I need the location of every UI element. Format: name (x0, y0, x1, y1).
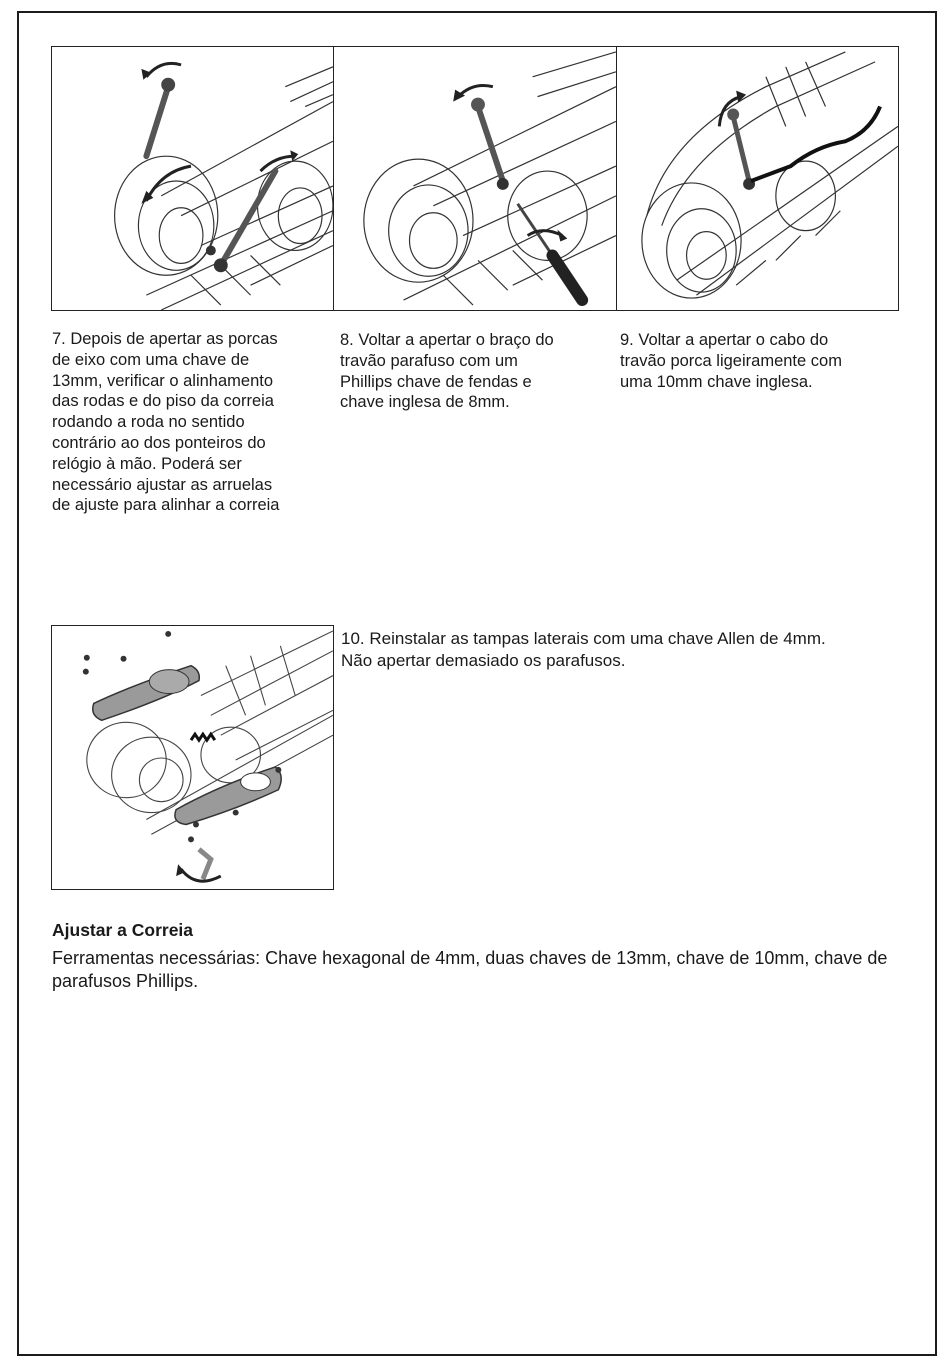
step-9-caption (620, 330, 900, 392)
section-heading: Ajustar a Correia (52, 920, 194, 940)
step-10-caption (341, 628, 911, 672)
allen-key-icon (199, 849, 211, 879)
caption-line: 10. Reinstalar as tampas laterais com uma chave Allen de 4mm. (341, 629, 826, 648)
caption-line: rodando a roda no sentido (52, 413, 245, 432)
caption-line: chave inglesa de 8mm. (340, 393, 510, 412)
caption-line: travão parafuso com um (340, 351, 518, 370)
spring-icon (191, 734, 215, 740)
caption-line: 7. Depois de apertar as porcas (52, 330, 278, 348)
two-wrenches-illustration (52, 47, 333, 310)
caption-line: 9. Voltar a apertar o cabo do (620, 331, 829, 349)
caption-line: 13mm, verificar o alinhamento (52, 371, 274, 390)
caption-line: Não apertar demasiado os parafusos. (341, 651, 626, 670)
caption-line: de ajuste para alinhar a correia (52, 496, 280, 515)
step-8-caption (340, 330, 610, 413)
tools-required-text: Ferramentas necessárias: Chave hexagonal de 4mm, duas chaves de 13mm, chave de 10mm, chave de parafusos Phillips. (52, 948, 888, 991)
wrench-screwdriver-illustration (334, 47, 616, 310)
caption-line: 8. Voltar a apertar o braço do (340, 331, 554, 349)
caption-line: uma 10mm chave inglesa. (620, 372, 813, 391)
caption-line: de eixo com uma chave de (52, 350, 250, 369)
caption-line: relógio à mão. Poderá ser (52, 454, 242, 473)
caption-line: contrário ao dos ponteiros do (52, 433, 266, 452)
screwdriver-icon (518, 204, 583, 300)
caption-line: das rodas e do piso da correia (52, 392, 274, 411)
rotation-arrow-icon (181, 869, 221, 881)
wrench-icon (733, 116, 749, 181)
brake-cable-icon (751, 107, 880, 181)
caption-line: Phillips chave de fendas e (340, 372, 532, 391)
brake-cable-wrench-illustration (617, 47, 898, 310)
side-covers-allen-key-illustration (52, 626, 333, 889)
figure-step-8 (333, 46, 617, 311)
caption-line: necessário ajustar as arruelas (52, 475, 273, 494)
figure-step-10 (51, 625, 334, 890)
figure-step-9 (616, 46, 899, 311)
caption-line: travão porca ligeiramente com (620, 351, 842, 370)
figure-step-7 (51, 46, 334, 311)
step-7-caption (52, 329, 332, 516)
